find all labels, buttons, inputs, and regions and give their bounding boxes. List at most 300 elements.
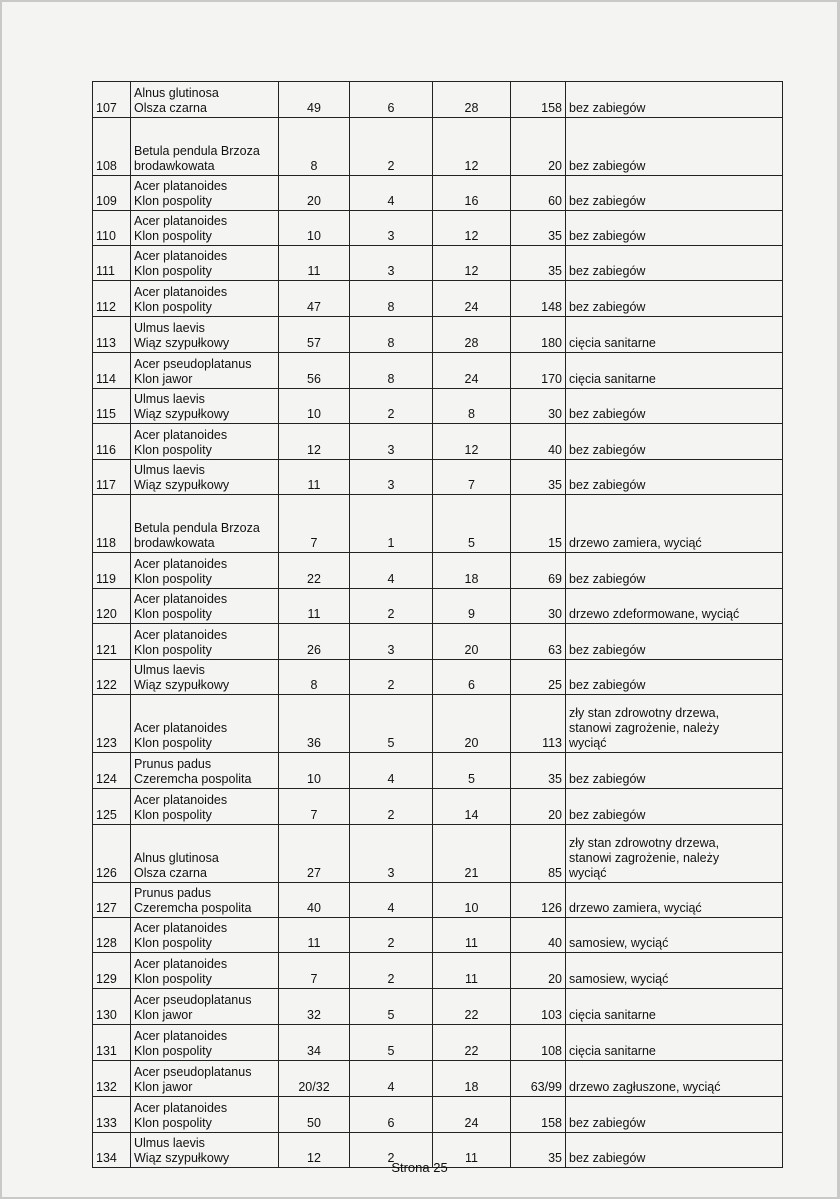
species-name-line: Acer pseudoplatanus	[134, 1065, 252, 1079]
circumference-cell: 35	[511, 246, 566, 281]
circumference-cell: 180	[511, 317, 566, 353]
value-cell: 5	[350, 989, 433, 1025]
species-name-line: Klon pospolity	[134, 443, 212, 457]
value-cell: 26	[279, 624, 350, 660]
species-name-line: Ulmus laevis	[134, 1136, 205, 1150]
remark-line: bez zabiegów	[569, 264, 646, 278]
value-cell: 24	[433, 281, 511, 317]
value-cell: 2	[350, 589, 433, 624]
table-row	[93, 695, 783, 753]
remark-line: bez zabiegów	[569, 643, 646, 657]
value-cell: 7	[433, 460, 511, 495]
value-cell: 22	[433, 1025, 511, 1061]
circumference-cell: 69	[511, 553, 566, 589]
circumference-cell: 40	[511, 424, 566, 460]
table-row	[93, 82, 783, 118]
tree-number-cell: 127	[93, 883, 131, 918]
value-cell: 27	[279, 825, 350, 883]
circumference-cell: 30	[511, 589, 566, 624]
tree-number-cell: 132	[93, 1061, 131, 1097]
remark-cell	[566, 883, 783, 918]
remark-line: cięcia sanitarne	[569, 336, 656, 350]
value-cell: 56	[279, 353, 350, 389]
value-cell: 14	[433, 789, 511, 825]
value-cell: 11	[433, 918, 511, 953]
species-cell	[131, 883, 279, 918]
species-cell	[131, 789, 279, 825]
species-name-line: Klon pospolity	[134, 1116, 212, 1130]
species-name-line: Acer platanoides	[134, 1101, 228, 1115]
circumference-cell: 25	[511, 660, 566, 695]
species-name-line: Klon pospolity	[134, 229, 212, 243]
value-cell: 7	[279, 953, 350, 989]
tree-number-cell: 125	[93, 789, 131, 825]
species-name-line: Ulmus laevis	[134, 321, 205, 335]
species-name-line: Czeremcha pospolita	[134, 901, 252, 915]
value-cell: 50	[279, 1097, 350, 1133]
circumference-cell: 35	[511, 211, 566, 246]
value-cell: 12	[433, 211, 511, 246]
remark-line: drzewo zdeformowane, wyciąć	[569, 607, 740, 621]
species-name-line: Klon jawor	[134, 372, 193, 386]
remark-line: zły stan zdrowotny drzewa,	[569, 836, 720, 850]
species-cell	[131, 353, 279, 389]
tree-number-cell: 134	[93, 1133, 131, 1168]
species-name-line: Prunus padus	[134, 886, 212, 900]
remark-cell	[566, 825, 783, 883]
remark-line: bez zabiegów	[569, 1116, 646, 1130]
value-cell: 11	[433, 953, 511, 989]
tree-number-cell: 130	[93, 989, 131, 1025]
circumference-cell: 148	[511, 281, 566, 317]
species-cell	[131, 495, 279, 553]
species-name-line: Alnus glutinosa	[134, 851, 219, 865]
remark-line: drzewo zamiera, wyciąć	[569, 901, 702, 915]
species-name-line: Prunus padus	[134, 757, 212, 771]
species-name-line: Wiąz szypułkowy	[134, 478, 230, 492]
species-name-line: Olsza czarna	[134, 866, 207, 880]
species-cell	[131, 695, 279, 753]
value-cell: 2	[350, 1133, 433, 1168]
tree-number-cell: 120	[93, 589, 131, 624]
remark-cell	[566, 211, 783, 246]
value-cell: 12	[279, 424, 350, 460]
value-cell: 8	[279, 660, 350, 695]
species-cell	[131, 389, 279, 424]
circumference-cell: 60	[511, 176, 566, 211]
value-cell: 2	[350, 918, 433, 953]
table-body	[93, 82, 783, 1168]
remark-cell	[566, 589, 783, 624]
table-row	[93, 176, 783, 211]
tree-number-cell: 123	[93, 695, 131, 753]
remark-cell	[566, 953, 783, 989]
species-cell	[131, 424, 279, 460]
species-cell	[131, 281, 279, 317]
remark-cell	[566, 353, 783, 389]
remark-line: cięcia sanitarne	[569, 372, 656, 386]
remark-cell	[566, 246, 783, 281]
value-cell: 2	[350, 118, 433, 176]
page-number: Strona 25	[391, 1160, 448, 1175]
species-cell	[131, 211, 279, 246]
table-row	[93, 753, 783, 789]
value-cell: 20/32	[279, 1061, 350, 1097]
species-name-line: Klon pospolity	[134, 264, 212, 278]
species-name-line: Acer pseudoplatanus	[134, 357, 252, 371]
tree-number-cell: 129	[93, 953, 131, 989]
tree-number-cell: 122	[93, 660, 131, 695]
value-cell: 2	[350, 789, 433, 825]
value-cell: 4	[350, 553, 433, 589]
value-cell: 6	[350, 82, 433, 118]
document-page	[2, 2, 837, 1197]
table-row	[93, 389, 783, 424]
remark-cell	[566, 989, 783, 1025]
tree-number-cell: 121	[93, 624, 131, 660]
remark-cell	[566, 660, 783, 695]
value-cell: 12	[433, 246, 511, 281]
value-cell: 3	[350, 246, 433, 281]
value-cell: 5	[433, 753, 511, 789]
circumference-cell: 20	[511, 789, 566, 825]
circumference-cell: 63	[511, 624, 566, 660]
value-cell: 4	[350, 1061, 433, 1097]
value-cell: 2	[350, 389, 433, 424]
species-name-line: Klon pospolity	[134, 607, 212, 621]
value-cell: 8	[350, 353, 433, 389]
circumference-cell: 63/99	[511, 1061, 566, 1097]
remark-cell	[566, 1025, 783, 1061]
species-name-line: Klon pospolity	[134, 936, 212, 950]
remark-line: wyciąć	[569, 736, 607, 750]
remark-line: bez zabiegów	[569, 443, 646, 457]
remark-line: bez zabiegów	[569, 194, 646, 208]
value-cell: 40	[279, 883, 350, 918]
remark-line: stanowi zagrożenie, należy	[569, 721, 720, 735]
value-cell: 5	[350, 1025, 433, 1061]
value-cell: 12	[279, 1133, 350, 1168]
remark-cell	[566, 1097, 783, 1133]
remark-cell	[566, 281, 783, 317]
value-cell: 24	[433, 353, 511, 389]
table-row	[93, 460, 783, 495]
species-name-line: Olsza czarna	[134, 101, 207, 115]
remark-line: bez zabiegów	[569, 1151, 646, 1165]
species-name-line: Klon pospolity	[134, 1044, 212, 1058]
species-name-line: Acer platanoides	[134, 793, 228, 807]
table-row	[93, 918, 783, 953]
circumference-cell: 20	[511, 118, 566, 176]
remark-line: zły stan zdrowotny drzewa,	[569, 706, 720, 720]
value-cell: 11	[279, 918, 350, 953]
remark-cell	[566, 176, 783, 211]
value-cell: 8	[350, 281, 433, 317]
value-cell: 8	[279, 118, 350, 176]
species-name-line: Klon pospolity	[134, 808, 212, 822]
species-name-line: Wiąz szypułkowy	[134, 1151, 230, 1165]
remark-line: bez zabiegów	[569, 478, 646, 492]
species-name-line: Acer platanoides	[134, 428, 228, 442]
tree-number-cell: 112	[93, 281, 131, 317]
value-cell: 1	[350, 495, 433, 553]
value-cell: 7	[279, 495, 350, 553]
species-name-line: Ulmus laevis	[134, 463, 205, 477]
table-row	[93, 424, 783, 460]
tree-number-cell: 128	[93, 918, 131, 953]
value-cell: 22	[279, 553, 350, 589]
value-cell: 47	[279, 281, 350, 317]
value-cell: 10	[279, 389, 350, 424]
value-cell: 11	[279, 589, 350, 624]
value-cell: 16	[433, 176, 511, 211]
circumference-cell: 35	[511, 753, 566, 789]
circumference-cell: 113	[511, 695, 566, 753]
value-cell: 49	[279, 82, 350, 118]
remark-line: samosiew, wyciąć	[569, 936, 669, 950]
value-cell: 6	[433, 660, 511, 695]
value-cell: 36	[279, 695, 350, 753]
value-cell: 4	[350, 883, 433, 918]
species-name-line: Klon pospolity	[134, 736, 212, 750]
value-cell: 3	[350, 460, 433, 495]
table-row	[93, 281, 783, 317]
species-cell	[131, 953, 279, 989]
species-name-line: Acer platanoides	[134, 557, 228, 571]
value-cell: 10	[433, 883, 511, 918]
value-cell: 5	[350, 695, 433, 753]
value-cell: 5	[433, 495, 511, 553]
value-cell: 11	[279, 246, 350, 281]
species-name-line: Klon pospolity	[134, 572, 212, 586]
circumference-cell: 170	[511, 353, 566, 389]
circumference-cell: 35	[511, 460, 566, 495]
value-cell: 8	[433, 389, 511, 424]
value-cell: 3	[350, 624, 433, 660]
species-cell	[131, 118, 279, 176]
table-row	[93, 118, 783, 176]
value-cell: 11	[279, 460, 350, 495]
table-row	[93, 789, 783, 825]
table-row	[93, 660, 783, 695]
tree-number-cell: 108	[93, 118, 131, 176]
remark-cell	[566, 553, 783, 589]
remark-line: drzewo zagłuszone, wyciąć	[569, 1080, 721, 1094]
remark-line: bez zabiegów	[569, 229, 646, 243]
remark-cell	[566, 389, 783, 424]
species-name-line: Acer pseudoplatanus	[134, 993, 252, 1007]
species-cell	[131, 989, 279, 1025]
table-row	[93, 211, 783, 246]
value-cell: 3	[350, 211, 433, 246]
species-cell	[131, 624, 279, 660]
circumference-cell: 30	[511, 389, 566, 424]
remark-line: drzewo zamiera, wyciąć	[569, 536, 702, 550]
tree-number-cell: 107	[93, 82, 131, 118]
value-cell: 10	[279, 211, 350, 246]
circumference-cell: 15	[511, 495, 566, 553]
circumference-cell: 35	[511, 1133, 566, 1168]
tree-number-cell: 133	[93, 1097, 131, 1133]
species-name-line: Klon jawor	[134, 1080, 193, 1094]
species-cell	[131, 1061, 279, 1097]
species-name-line: Acer platanoides	[134, 285, 228, 299]
remark-line: bez zabiegów	[569, 678, 646, 692]
value-cell: 6	[350, 1097, 433, 1133]
species-cell	[131, 246, 279, 281]
remark-line: stanowi zagrożenie, należy	[569, 851, 720, 865]
species-name-line: brodawkowata	[134, 159, 215, 173]
remark-line: cięcia sanitarne	[569, 1008, 656, 1022]
species-name-line: Klon pospolity	[134, 300, 212, 314]
value-cell: 18	[433, 553, 511, 589]
value-cell: 22	[433, 989, 511, 1025]
table-row	[93, 1025, 783, 1061]
value-cell: 20	[279, 176, 350, 211]
species-name-line: Acer platanoides	[134, 179, 228, 193]
value-cell: 20	[433, 624, 511, 660]
remark-cell	[566, 624, 783, 660]
value-cell: 8	[350, 317, 433, 353]
value-cell: 2	[350, 660, 433, 695]
species-name-line: Acer platanoides	[134, 921, 228, 935]
tree-number-cell: 117	[93, 460, 131, 495]
species-name-line: Betula pendula Brzoza	[134, 521, 260, 535]
value-cell: 57	[279, 317, 350, 353]
species-cell	[131, 589, 279, 624]
circumference-cell: 20	[511, 953, 566, 989]
circumference-cell: 108	[511, 1025, 566, 1061]
circumference-cell: 158	[511, 82, 566, 118]
circumference-cell: 40	[511, 918, 566, 953]
remark-line: samosiew, wyciąć	[569, 972, 669, 986]
species-name-line: Czeremcha pospolita	[134, 772, 252, 786]
remark-cell	[566, 460, 783, 495]
value-cell: 34	[279, 1025, 350, 1061]
remark-line: wyciąć	[569, 866, 607, 880]
species-cell	[131, 660, 279, 695]
value-cell: 32	[279, 989, 350, 1025]
tree-number-cell: 119	[93, 553, 131, 589]
table-row	[93, 589, 783, 624]
value-cell: 11	[433, 1133, 511, 1168]
species-cell	[131, 753, 279, 789]
species-name-line: Ulmus laevis	[134, 392, 205, 406]
value-cell: 4	[350, 753, 433, 789]
table-row	[93, 883, 783, 918]
remark-line: bez zabiegów	[569, 572, 646, 586]
species-name-line: Klon pospolity	[134, 194, 212, 208]
circumference-cell: 126	[511, 883, 566, 918]
remark-line: bez zabiegów	[569, 772, 646, 786]
tree-number-cell: 111	[93, 246, 131, 281]
remark-cell	[566, 118, 783, 176]
species-name-line: brodawkowata	[134, 536, 215, 550]
remark-line: bez zabiegów	[569, 300, 646, 314]
species-name-line: Acer platanoides	[134, 721, 228, 735]
value-cell: 20	[433, 695, 511, 753]
table-row	[93, 989, 783, 1025]
circumference-cell: 158	[511, 1097, 566, 1133]
species-name-line: Acer platanoides	[134, 957, 228, 971]
remark-cell	[566, 695, 783, 753]
table-row	[93, 246, 783, 281]
value-cell: 12	[433, 118, 511, 176]
circumference-cell: 103	[511, 989, 566, 1025]
tree-number-cell: 131	[93, 1025, 131, 1061]
species-name-line: Acer platanoides	[134, 214, 228, 228]
species-name-line: Betula pendula Brzoza	[134, 144, 260, 158]
species-name-line: Klon jawor	[134, 1008, 193, 1022]
species-name-line: Acer platanoides	[134, 592, 228, 606]
tree-number-cell: 109	[93, 176, 131, 211]
remark-cell	[566, 495, 783, 553]
table-row	[93, 317, 783, 353]
species-name-line: Ulmus laevis	[134, 663, 205, 677]
remark-cell	[566, 424, 783, 460]
species-cell	[131, 460, 279, 495]
table-row	[93, 495, 783, 553]
value-cell: 10	[279, 753, 350, 789]
remark-cell	[566, 789, 783, 825]
species-name-line: Wiąz szypułkowy	[134, 336, 230, 350]
species-cell	[131, 825, 279, 883]
tree-number-cell: 110	[93, 211, 131, 246]
species-name-line: Acer platanoides	[134, 628, 228, 642]
tree-number-cell: 113	[93, 317, 131, 353]
species-cell	[131, 553, 279, 589]
species-name-line: Wiąz szypułkowy	[134, 678, 230, 692]
tree-number-cell: 126	[93, 825, 131, 883]
table-row	[93, 353, 783, 389]
value-cell: 4	[350, 176, 433, 211]
tree-number-cell: 114	[93, 353, 131, 389]
table-row	[93, 1061, 783, 1097]
value-cell: 2	[350, 953, 433, 989]
table-row	[93, 953, 783, 989]
circumference-cell: 85	[511, 825, 566, 883]
species-cell	[131, 317, 279, 353]
species-name-line: Wiąz szypułkowy	[134, 407, 230, 421]
remark-line: cięcia sanitarne	[569, 1044, 656, 1058]
table-row	[93, 553, 783, 589]
species-cell	[131, 82, 279, 118]
remark-cell	[566, 918, 783, 953]
tree-number-cell: 124	[93, 753, 131, 789]
tree-number-cell: 118	[93, 495, 131, 553]
value-cell: 9	[433, 589, 511, 624]
value-cell: 7	[279, 789, 350, 825]
species-name-line: Alnus glutinosa	[134, 86, 219, 100]
tree-inventory-table	[92, 81, 783, 1168]
table-row	[93, 825, 783, 883]
tree-number-cell: 115	[93, 389, 131, 424]
remark-cell	[566, 753, 783, 789]
table-row	[93, 624, 783, 660]
value-cell: 24	[433, 1097, 511, 1133]
value-cell: 3	[350, 825, 433, 883]
remark-cell	[566, 317, 783, 353]
species-name-line: Klon pospolity	[134, 643, 212, 657]
species-name-line: Acer platanoides	[134, 249, 228, 263]
remark-line: bez zabiegów	[569, 808, 646, 822]
species-cell	[131, 176, 279, 211]
value-cell: 28	[433, 317, 511, 353]
species-name-line: Acer platanoides	[134, 1029, 228, 1043]
remark-cell	[566, 82, 783, 118]
value-cell: 21	[433, 825, 511, 883]
species-cell	[131, 1097, 279, 1133]
